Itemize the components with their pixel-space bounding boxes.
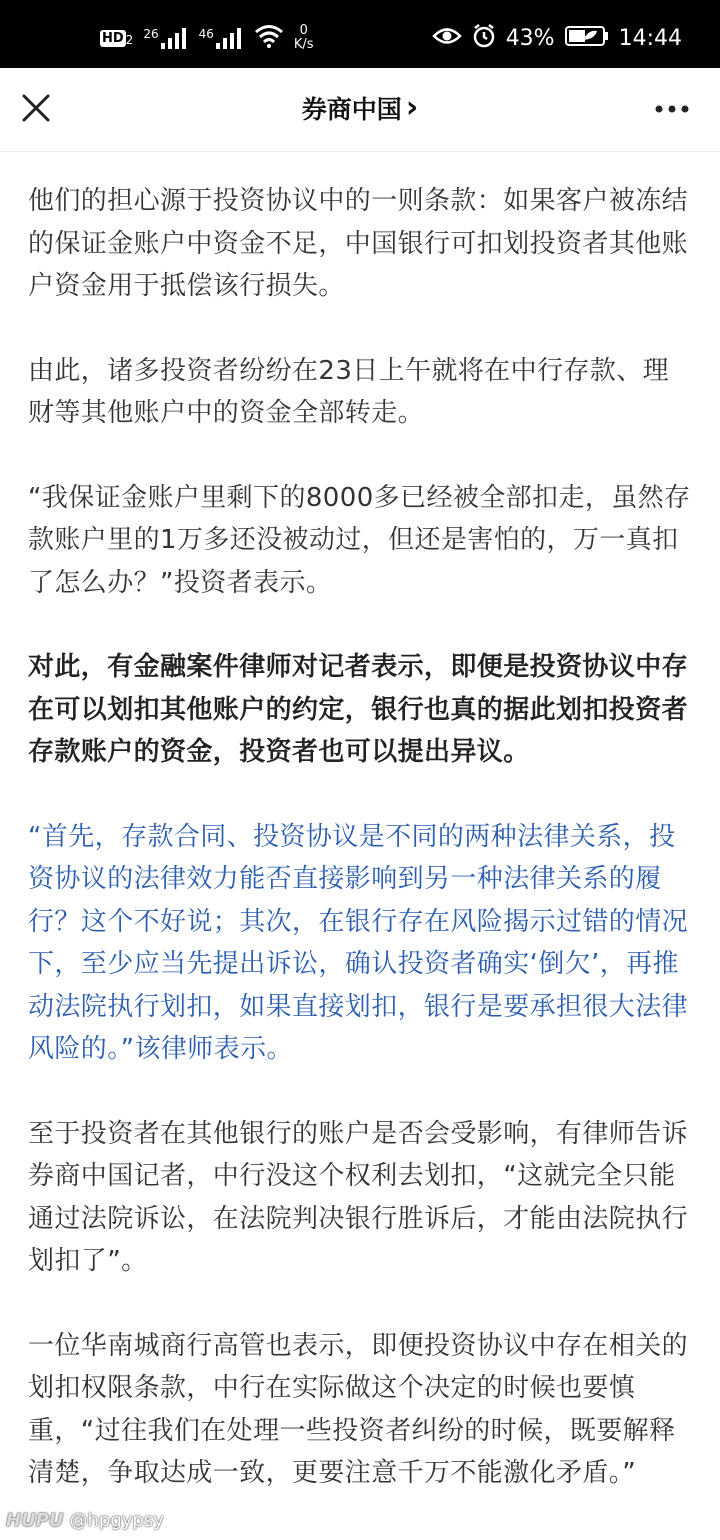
paragraph: 他们的担心源于投资协议中的一则条款：如果客户被冻结的保证金账户中资金不足，中国银行可扣划投资者其他账户资金用于抵偿该行损失。: [28, 186, 689, 301]
watermark-handle: @hpgypsy: [69, 1510, 164, 1531]
wifi-icon: [254, 24, 284, 52]
nav-bar: [0, 68, 720, 152]
clock: 14:44: [618, 25, 682, 51]
eye-icon: [432, 25, 462, 51]
account-title[interactable]: [0, 90, 720, 126]
paragraph: 至于投资者在其他银行的账户是否会受影响，有律师告诉券商中国记者，中行没这个权利去划扣，“这就完全只能通过法院诉讼，在法院判决银行胜诉后，才能由法院执行划扣了”。: [28, 1118, 689, 1276]
article-body: [28, 180, 692, 1537]
watermark: [6, 1510, 164, 1531]
battery-percent: 43%: [505, 25, 555, 51]
signal-icon-2: 46: [199, 27, 244, 49]
signal-icon-1: 26: [143, 27, 188, 49]
paragraph: 由此，诸多投资者纷纷在23日上午就将在中行存款、理财等其他账户中的资金全部转走。: [28, 355, 670, 428]
status-bar: [0, 0, 720, 68]
watermark-brand: HUPU: [6, 1510, 64, 1531]
network-speed: 0 K/s: [293, 23, 314, 52]
hd-voice-icon: HD 2: [102, 30, 134, 47]
more-icon[interactable]: [654, 94, 690, 124]
paragraph: 一位华南城商行高管也表示，即便投资协议中存在相关的划扣权限条款，中行在实际做这个决定的时候也要慎重，“过往我们在处理一些投资者纠纷的时候，既要解释清楚，争取达成一致，更要注意千万不能激化矛盾。”: [28, 1330, 689, 1488]
battery-icon: [565, 25, 609, 51]
alarm-icon: [472, 24, 496, 52]
account-name: 券商中国: [301, 95, 402, 124]
paragraph: “我保证金账户里剩下的8000多已经被全部扣走，虽然存款账户里的1万多还没被动过，但还是害怕的，万一真扣了怎么办？”投资者表示。: [28, 482, 691, 598]
chevron-right-icon: ›: [405, 90, 419, 125]
quote-paragraph: “首先，存款合同、投资协议是不同的两种法律关系，投资协议的法律效力能否直接影响到另一种法律关系的履行？这个不好说；其次，在银行存在风险揭示过错的情况下，至少应当先提出诉讼，确认投资者确实‘倒欠’，再推动法院执行划扣，如果直接划扣，银行是要承担很大法律风险的。”该律师表示。: [28, 821, 689, 1064]
status-right: [432, 18, 682, 58]
bold-paragraph: 对此，有金融案件律师对记者表示，即便是投资协议中存在可以划扣其他账户的约定，银行也真的据此划扣投资者存款账户的资金，投资者也可以提出异议。: [28, 652, 689, 767]
status-left: [100, 18, 314, 58]
